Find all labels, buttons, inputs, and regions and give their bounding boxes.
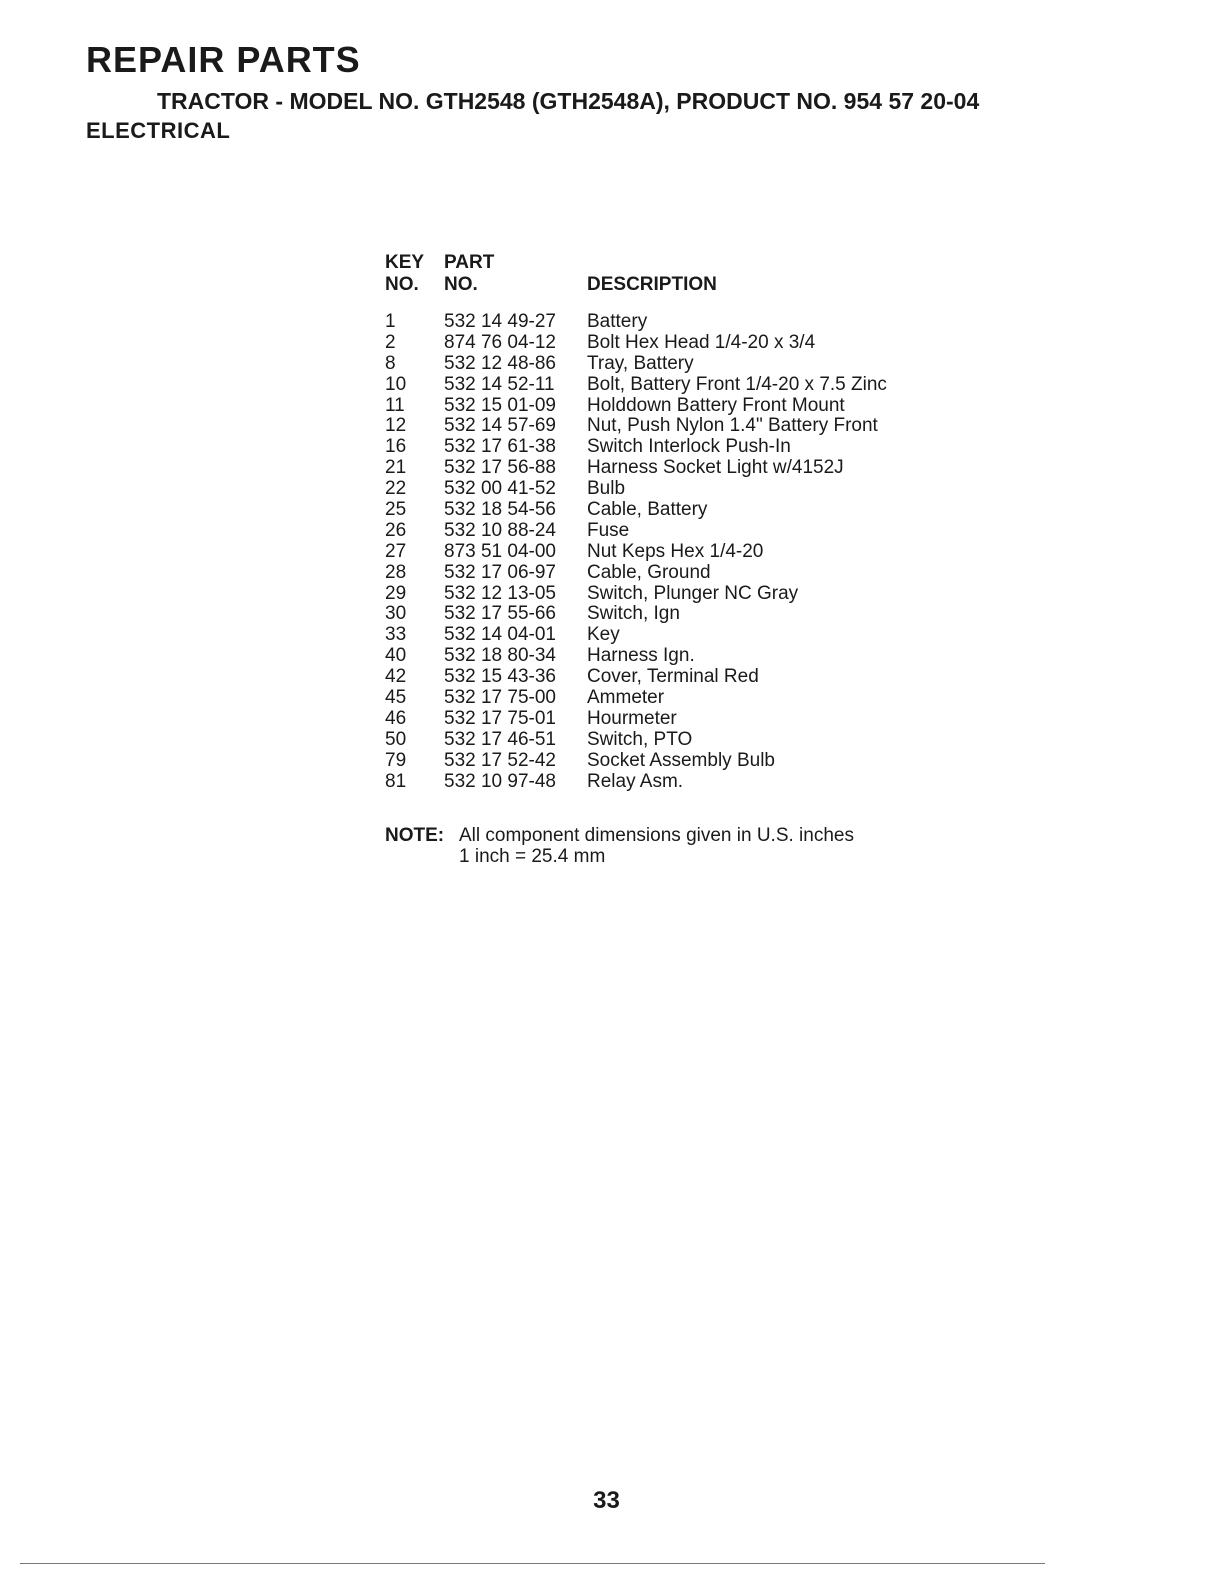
part-no: 532 14 57-69 [444,415,556,437]
key-no: 12 [385,415,407,437]
part-description: Harness Ign. [587,645,695,667]
key-no: 81 [385,770,407,792]
part-no: 532 18 54-56 [444,499,556,521]
table-row [385,584,1005,605]
part-description: Key [587,624,620,646]
part-no: 532 17 75-01 [444,707,556,729]
key-no: 29 [385,582,407,604]
part-no: 532 17 61-38 [444,436,556,458]
key-no: 50 [385,728,407,750]
part-no: 532 14 04-01 [444,624,556,646]
table-row [385,604,1005,625]
table-row [385,688,1005,709]
key-no: 46 [385,707,407,729]
table-row [385,479,1005,500]
part-description: Cover, Terminal Red [587,666,759,688]
key-no: 22 [385,478,407,500]
model-subtitle: TRACTOR - MODEL NO. GTH2548 (GTH2548A), PRODUCT NO. 954 57 20-04 [157,88,980,114]
key-no: 42 [385,666,407,688]
table-row [385,646,1005,667]
part-description: Socket Assembly Bulb [587,749,775,771]
part-no: 532 17 46-51 [444,728,556,750]
part-no: 532 12 48-86 [444,352,556,374]
table-row [385,772,1005,793]
part-description: Switch Interlock Push-In [587,436,791,458]
part-description: Bolt Hex Head 1/4-20 x 3/4 [587,331,816,353]
part-description: Fuse [587,519,630,541]
note-line-1 [385,825,854,846]
part-no: 532 14 49-27 [444,311,556,332]
table-row [385,542,1005,563]
key-no: 16 [385,436,407,458]
key-header: KEY [385,252,425,273]
description-header: DESCRIPTION [587,274,717,295]
table-row [385,458,1005,479]
part-no: 532 15 43-36 [444,666,556,688]
table-row [385,521,1005,542]
part-description: Nut, Push Nylon 1.4" Battery Front [587,415,878,437]
table-row [385,396,1005,417]
table-row [385,563,1005,584]
table-row [385,709,1005,730]
part-description: Switch, Ign [587,603,680,625]
part-description: Tray, Battery [587,352,694,374]
header-row-1 [385,252,1005,274]
part-no: 532 17 06-97 [444,561,556,583]
part-no: 532 17 55-66 [444,603,556,625]
page-number: 33 [593,1487,620,1514]
part-no: 532 17 52-42 [444,749,556,771]
part-no: 532 00 41-52 [444,478,556,500]
bottom-rule [20,1563,1045,1564]
part-header: PART [444,252,495,273]
part-no: 873 51 04-00 [444,540,556,562]
key-no: 40 [385,645,407,667]
table-row [385,730,1005,751]
table-row [385,437,1005,458]
part-no: 532 17 56-88 [444,457,556,479]
key-no: 33 [385,624,407,646]
key-no-header: NO. [385,274,419,295]
parts-table [385,312,1005,792]
page-title: REPAIR PARTS [86,39,361,80]
key-no: 21 [385,457,407,479]
part-description: Switch, PTO [587,728,693,750]
part-no: 532 14 52-11 [444,373,555,395]
header-row-2 [385,274,1005,296]
table-row [385,625,1005,646]
table-row [385,333,1005,354]
part-description: Cable, Ground [587,561,711,583]
key-no: 79 [385,749,407,771]
part-description: Hourmeter [587,707,677,729]
part-no: 874 76 04-12 [444,331,556,353]
note [385,825,854,867]
part-description: Holddown Battery Front Mount [587,394,845,416]
table-row [385,667,1005,688]
key-no: 8 [385,352,396,374]
part-description: Nut Keps Hex 1/4-20 [587,540,764,562]
part-no: 532 12 13-05 [444,582,556,604]
key-no: 1 [385,311,396,332]
note-text-2: 1 inch = 25.4 mm [459,846,606,867]
key-no: 27 [385,540,407,562]
parts-list [385,252,1005,792]
note-line-2 [385,846,854,867]
part-description: Relay Asm. [587,770,684,792]
part-no: 532 10 97-48 [444,770,556,792]
key-no: 26 [385,519,407,541]
note-label: NOTE: [385,825,445,846]
table-row [385,416,1005,437]
part-description: Ammeter [587,687,665,709]
key-no: 25 [385,499,407,521]
part-no: 532 10 88-24 [444,519,556,541]
part-description: Switch, Plunger NC Gray [587,582,799,604]
part-description: Bulb [587,478,626,500]
table-row [385,312,1005,333]
part-description: Cable, Battery [587,499,708,521]
part-no-header: NO. [444,274,478,295]
part-no: 532 17 75-00 [444,687,556,709]
part-description: Bolt, Battery Front 1/4-20 x 7.5 Zinc [587,373,887,395]
part-description: Harness Socket Light w/4152J [587,457,844,479]
key-no: 11 [385,394,405,416]
note-text-1: All component dimensions given in U.S. inches [459,825,854,846]
key-no: 28 [385,561,407,583]
part-no: 532 18 80-34 [444,645,556,667]
part-description: Battery [587,311,648,332]
table-row [385,751,1005,772]
part-no: 532 15 01-09 [444,394,556,416]
section-title: ELECTRICAL [86,118,231,143]
key-no: 45 [385,687,407,709]
key-no: 10 [385,373,407,395]
key-no: 2 [385,331,396,353]
table-row [385,354,1005,375]
table-row [385,375,1005,396]
key-no: 30 [385,603,407,625]
table-row [385,500,1005,521]
